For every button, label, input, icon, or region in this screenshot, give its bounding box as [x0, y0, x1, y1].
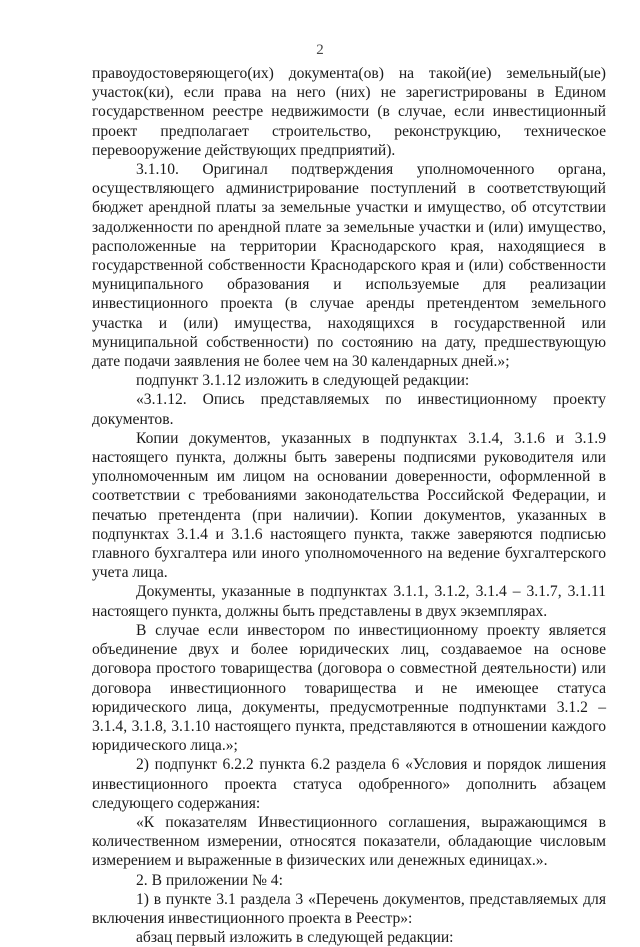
paragraph-3-1-12: «3.1.12. Опись представляемых по инвестиционному проекту документов. [92, 391, 606, 428]
paragraph-subpoint-intro: подпункт 3.1.12 изложить в следующей редакции: [136, 372, 470, 390]
page-number: 2 [316, 42, 324, 58]
paragraph-continuation: правоудостоверяющего(их) документа(ов) на такой(ие) земельный(ые) участок(ки), если права на него (них) не зарегистрированы в Едином государственном реестре недвижимости (в случае, если инвестиционный проект предполагает строительство, реконструкцию, техническое перевооружение действующих предприятий). [92, 65, 606, 159]
paragraph-indicators: «К показателям Инвестиционного соглашения, выражающимся в количественном измерении, относятся показатели, обладающие числовым измерением и выраженные в физических или денежных единицах.». [92, 813, 606, 870]
paragraph-copies: Копии документов, указанных в подпунктах 3.1.4, 3.1.6 и 3.1.9 настоящего пункта, должны быть заверены подписями руководителя или уполномоченным им лицом на основании доверенности, оформленной в соответствии с требованиями законодательства Российской Федерации, и печатью претендента (при наличии). Копии документов, указанных в подпунктах 3.1.4 и 3.1.6 настоящего пункта, также заверяются подписью главного бухгалтера или иного уполномоченного на ведение бухгалтерского учета лица. [92, 429, 606, 582]
paragraph-3-1-section-3: 1) в пункте 3.1 раздела 3 «Перечень документов, представляемых для включения инвестиционного проекта в Реестр»: [92, 890, 606, 927]
paragraph-3-1-10: 3.1.10. Оригинал подтверждения уполномоченного органа, осуществляющего администрирование поступлений в соответствующий бюджет арендной платы за земельные участки и имущество, об отсутствии задолженности по арендной плате за земельные участки и (или) имущество, расположенные на территории Краснодарского края, находящиеся в государственной собственности Краснодарского края и (или) собственности муниципального образования и используемые для реализации инвестиционного проекта (в случае аренды претендентом земельного участка и (или) имущества, находящихся в государственной или муниципальной собственности) по состоянию на дату, предшествующую дате подачи заявления не более чем на 30 календарных дней.»; [92, 161, 606, 371]
paragraph-investor-union: В случае если инвестором по инвестиционному проекту является объединение двух и более юридических лиц, создаваемое на основе договора простого товарищества (договора о совместной деятельности) или договора инвестиционного товарищества и не имеющее статуса юридического лица, документы, предусмотренные подпунктами 3.1.2 – 3.1.4, 3.1.8, 3.1.10 настоящего пункта, представляются в отношении каждого юридического лица.»; [92, 621, 606, 755]
paragraph-6-2-2: 2) подпункт 6.2.2 пункта 6.2 раздела 6 «Условия и порядок лишения инвестиционного проекта статуса одобренного» дополнить абзацем следующего содержания: [92, 756, 606, 812]
paragraph-documents: Документы, указанные в подпунктах 3.1.1, 3.1.2, 3.1.4 – 3.1.7, 3.1.11 настоящего пункта, должны быть представлены в двух экземплярах. [92, 583, 606, 620]
paragraph-first-abzac: абзац первый изложить в следующей редакции: [136, 929, 454, 947]
paragraph-appendix-4: 2. В приложении № 4: [136, 871, 283, 889]
document-body [92, 64, 606, 947]
